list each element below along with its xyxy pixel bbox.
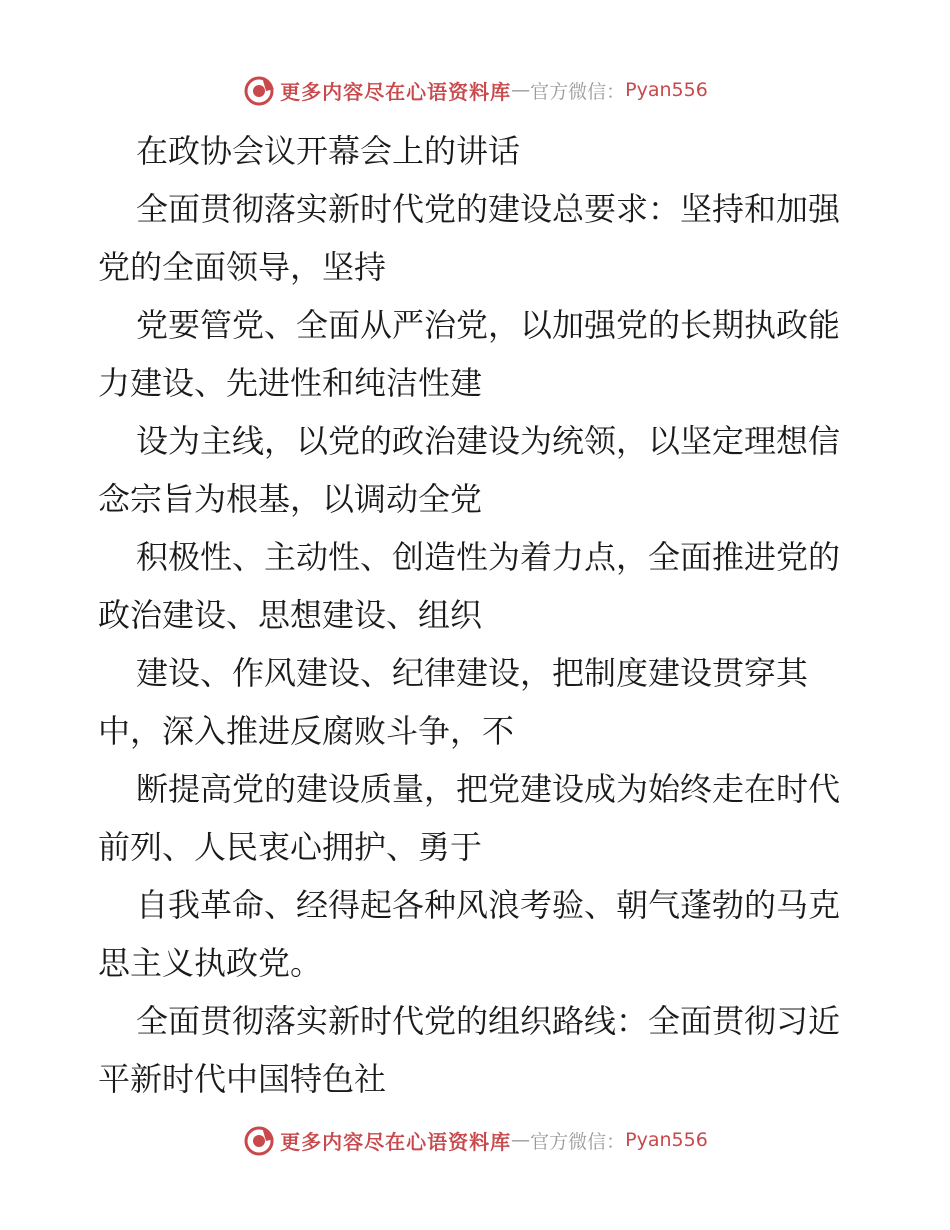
banner-wechat-label: 官方微信： (530, 1130, 626, 1153)
doc-paragraph: 积极性、主动性、创造性为着力点，全面推进党的政治建设、思想建设、组织 (98, 538, 841, 634)
brand-logo-icon (242, 1123, 276, 1157)
doc-paragraph: 断提高党的建设质量，把党建设成为始终走在时代前列、人民衷心拥护、勇于 (98, 770, 841, 866)
banner-wechat-handle: Pyan556 (625, 79, 708, 101)
footer-watermark-banner (0, 1120, 950, 1160)
doc-paragraph: 党要管党、全面从严治党，以加强党的长期执政能力建设、先进性和纯洁性建 (98, 306, 841, 402)
doc-paragraph: 全面贯彻落实新时代党的建设总要求：坚持和加强党的全面领导，坚持 (98, 190, 841, 286)
doc-paragraph-title: 在政协会议开幕会上的讲话 (136, 132, 521, 170)
brand-logo-icon (242, 73, 276, 107)
banner-wechat-handle: Pyan556 (625, 1129, 708, 1151)
banner-site-text: 更多内容尽在心语资料库 (280, 1129, 512, 1154)
banner-wechat-label: 官方微信： (530, 80, 626, 103)
doc-paragraph: 自我革命、经得起各种风浪考验、朝气蓬勃的马克思主义执政党。 (98, 886, 841, 982)
doc-paragraph: 全面贯彻落实新时代党的组织路线：全面贯彻习近平新时代中国特色社 (98, 1002, 841, 1098)
banner-site-text: 更多内容尽在心语资料库 (280, 79, 512, 104)
doc-paragraph: 建设、作风建设、纪律建设，把制度建设贯穿其中，深入推进反腐败斗争，不 (98, 654, 809, 750)
banner-dash: — (511, 1129, 531, 1151)
banner-dash: — (511, 79, 531, 101)
header-watermark-banner (0, 70, 950, 110)
doc-paragraph: 设为主线，以党的政治建设为统领，以坚定理想信念宗旨为根基，以调动全党 (98, 422, 841, 518)
document-body (98, 122, 858, 1108)
